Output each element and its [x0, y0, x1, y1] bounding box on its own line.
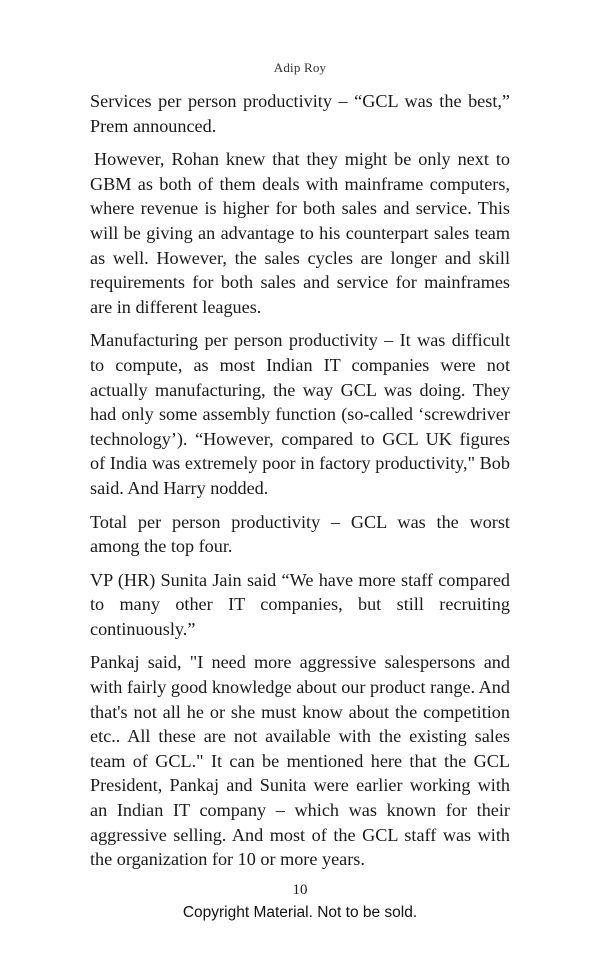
paragraph-total-productivity: Total per person productivity – GCL was the worst among the top four.: [90, 511, 510, 557]
running-head-author: Adip Roy: [273, 60, 327, 75]
copyright-notice: Copyright Material. Not to be sold.: [182, 904, 418, 921]
paragraph-manufacturing-productivity: Manufacturing per person productivity – It was difficult to compute, as most Indian IT companies were not actually manufacturing, the way GCL was doing. They had only some assembly function (so-called ‘screwdriver technology’). “However, compared to GCL UK figures of India was extremely poor in factory productivity," Bob said. And Harry nodded.: [90, 330, 510, 498]
paragraph-services-productivity: Services per person productivity – “GCL was the best,” Prem announced.: [90, 91, 510, 136]
paragraph-rohan-gbm-comparison: However, Rohan knew that they might be only next to GBM as both of them deals with mainframe computers, where revenue is higher for both sales and service. This will be giving an advantage to his counterpart sales team as well. However, the sales cycles are longer and skill requirements for both sales and service for mainframes are in different leagues.: [90, 149, 510, 317]
page-body-text: [90, 89, 510, 881]
paragraph-pankaj-quote: Pankaj said, "I need more aggressive salespersons and with fairly good knowledge about our product range. And that's not all he or she must know about the competition etc.. All these are not available with the existing sales team of GCL." It can be mentioned here that the GCL President, Pankaj and Sunita were earlier working with an Indian IT company – which was known for their aggressive selling. And most of the GCL staff was with the organization for 10 or more years.: [90, 652, 510, 870]
page-number: 10: [292, 882, 308, 898]
paragraph-vp-hr-quote: VP (HR) Sunita Jain said “We have more staff compared to many other IT companies, but still recruiting continuously.”: [90, 569, 510, 639]
